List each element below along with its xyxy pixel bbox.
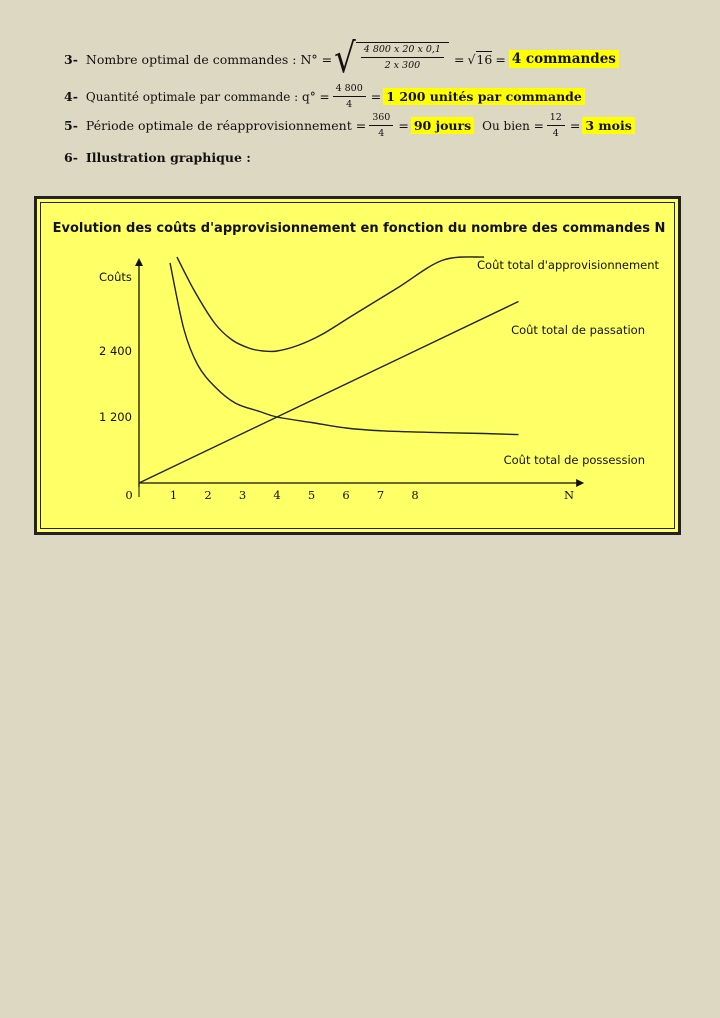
y-tick-label: 1 200 (99, 410, 132, 424)
fraction-denominator: 4 (552, 127, 559, 139)
fraction-numerator: 12 (547, 113, 565, 126)
x-tick-label: 0 (125, 488, 133, 502)
y-axis-label: Coûts (99, 270, 132, 284)
y-tick-label: 2 400 (99, 344, 132, 358)
x-tick-label: 4 (273, 488, 281, 502)
chart-frame (34, 196, 681, 535)
fraction (333, 84, 366, 109)
radicand-fraction (361, 45, 444, 76)
fraction-numerator: 360 (369, 113, 393, 126)
result-highlight: 90 jours (411, 117, 474, 134)
x-tick-label: 2 (204, 488, 212, 502)
item-label: Nombre optimal de commandes : N° = (85, 51, 333, 67)
fraction-denominator: 2 x 300 (384, 59, 421, 71)
item-label: Période optimale de réapprovisionnement = (85, 118, 367, 133)
x-tick-label: 6 (342, 488, 350, 502)
item-number: 4- (64, 89, 78, 104)
x-axis-arrow (576, 479, 584, 487)
series-line-total-approvisionnement (177, 257, 484, 352)
y-axis-arrow (135, 258, 143, 266)
fraction-numerator: 4 800 x 20 x 0,1 (361, 45, 444, 58)
equals-sign: = (569, 118, 581, 133)
cost-chart (41, 203, 678, 532)
equals-sign: = (495, 51, 506, 67)
item-4-line (64, 84, 585, 109)
result-highlight: 1 200 unités par commande (383, 88, 585, 105)
item-3-line (64, 35, 619, 83)
alt-label: Ou bien = (482, 118, 544, 133)
chart-title: Evolution des coûts d'approvisionnement en fonction du nombre des commandes N (52, 221, 666, 236)
sqrt-value: 16 (476, 52, 493, 67)
item-number: 3- (64, 51, 78, 67)
chart-panel (40, 202, 675, 529)
item-5-line (64, 113, 635, 138)
square-root-expression (334, 35, 449, 83)
series-line-total-possession (170, 263, 518, 435)
equals-sign: = (398, 118, 409, 133)
item-label: Quantité optimale par commande : q° = (85, 89, 330, 104)
item-number: 5- (64, 118, 78, 133)
sqrt-symbol: √ (467, 51, 476, 67)
series-label-possession: Coût total de possession (503, 453, 645, 467)
equals-sign: = (370, 89, 382, 104)
x-tick-label: 7 (376, 488, 385, 502)
series-label-approvisionnement: Coût total d'approvisionnement (477, 258, 660, 272)
alt-fraction (547, 113, 565, 138)
item-label: Illustration graphique : (85, 150, 251, 165)
series-label-passation: Coût total de passation (511, 323, 645, 337)
radical-sign: √ (334, 35, 356, 83)
item-number: 6- (64, 150, 78, 165)
x-tick-label: 3 (238, 488, 247, 502)
fraction-numerator: 4 800 (333, 84, 366, 97)
x-tick-label: 1 (169, 488, 178, 502)
x-axis-label: N (564, 488, 575, 502)
x-tick-label: 5 (307, 488, 316, 502)
x-tick-label: 8 (411, 488, 419, 502)
alt-result-highlight: 3 mois (582, 117, 634, 134)
item-6-line (64, 150, 251, 165)
equals-sign: = (453, 51, 465, 67)
series-line-total-passation (139, 302, 519, 484)
result-highlight: 4 commandes (509, 50, 619, 68)
fraction (369, 113, 393, 138)
fraction-denominator: 4 (378, 127, 385, 139)
fraction-denominator: 4 (346, 98, 353, 110)
